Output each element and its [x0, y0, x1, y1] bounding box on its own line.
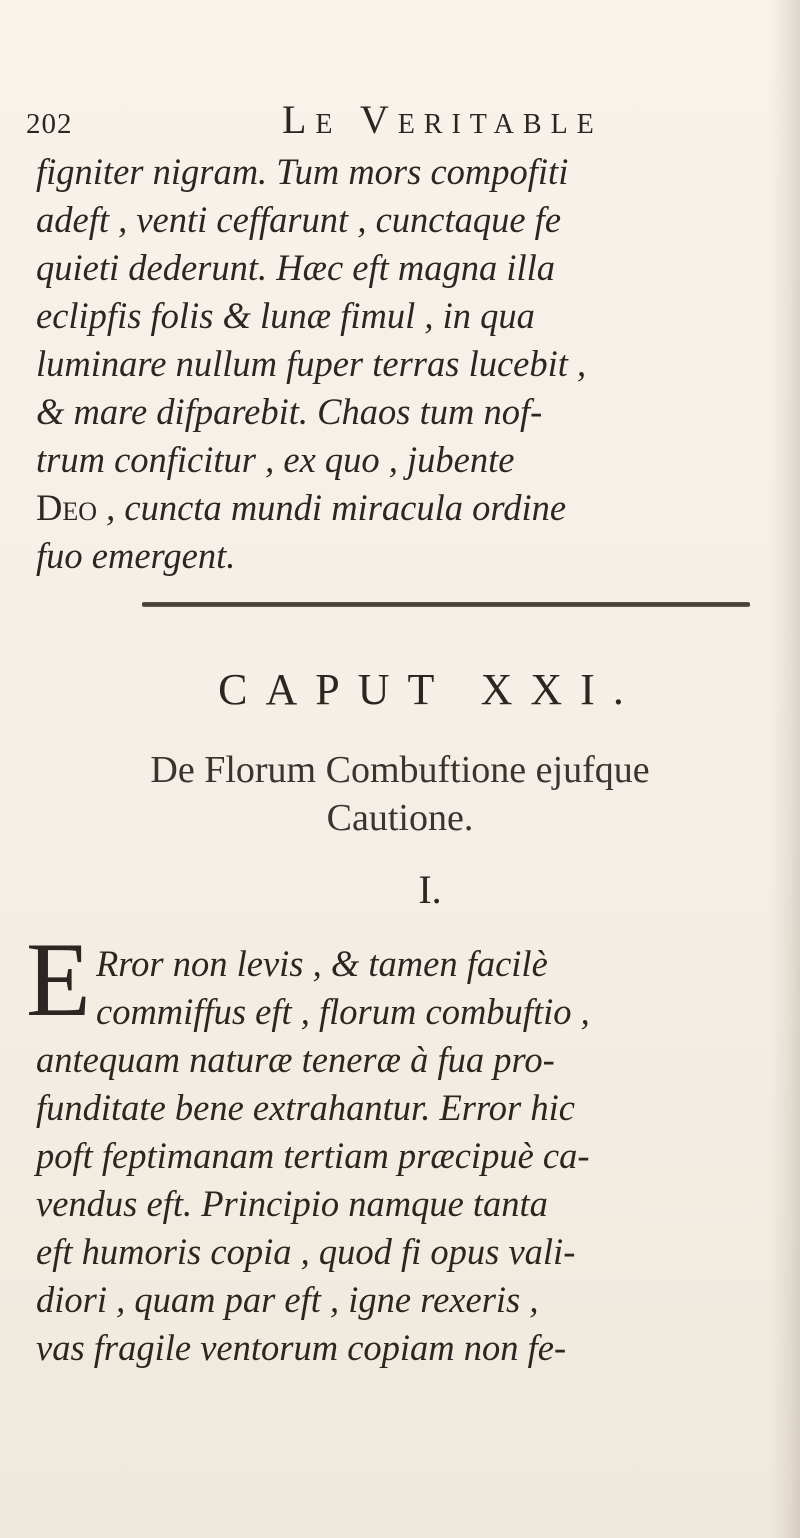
- continuation-paragraph: [36, 148, 776, 580]
- section-paragraph: [36, 940, 776, 1372]
- text-line: poft feptimanam tertiam præcipuè ca-: [36, 1135, 590, 1176]
- text-line: trum conficitur , ex quo , jubente: [36, 439, 515, 480]
- text-line: fuo emergent.: [36, 535, 236, 576]
- section-divider-rule: [142, 602, 750, 607]
- text-line: adeft , venti ceffarunt , cunctaque fe: [36, 199, 562, 240]
- chapter-heading: CAPUT XXI.: [218, 665, 642, 714]
- running-head: [26, 96, 746, 146]
- chapter-subtitle: [0, 746, 800, 842]
- text-line: diori , quam par eft , igne rexeris ,: [36, 1279, 539, 1320]
- text-line: Rror non levis , & tamen facilè: [96, 943, 548, 984]
- text-line: eclipfis folis & lunæ fimul , in qua: [36, 295, 535, 336]
- chapter-subtitle-line: Cautione.: [326, 797, 474, 839]
- text-line: & mare difparebit. Chaos tum nof-: [36, 391, 543, 432]
- text-line: luminare nullum fuper terras lucebit ,: [36, 343, 587, 384]
- drop-cap: E: [26, 921, 91, 1038]
- section-number: I.: [418, 867, 442, 912]
- page-number: 202: [26, 108, 73, 140]
- text-line: [36, 484, 776, 532]
- text-line: antequam naturæ teneræ à fua pro-: [36, 1039, 555, 1080]
- text-line: vas fragile ventorum copiam non fe-: [36, 1327, 567, 1368]
- text-line: quieti dederunt. Hæc eft magna illa: [36, 247, 556, 288]
- text-line: eft humoris copia , quod fi opus vali-: [36, 1231, 576, 1272]
- text-line: funditate bene extrahantur. Error hic: [36, 1087, 575, 1128]
- deo-line-rest: , cuncta mundi miracula ordine: [106, 487, 567, 528]
- text-line: figniter nigram. Tum mors compofiti: [36, 151, 569, 192]
- running-title: Le Veritable: [282, 97, 603, 142]
- chapter-subtitle-line: De Florum Combuftione ejufque: [150, 749, 650, 791]
- text-line: vendus eft. Principio namque tanta: [36, 1183, 548, 1224]
- deo-word: Deo: [36, 487, 98, 528]
- text-line: commiffus eft , florum combuftio ,: [96, 991, 590, 1032]
